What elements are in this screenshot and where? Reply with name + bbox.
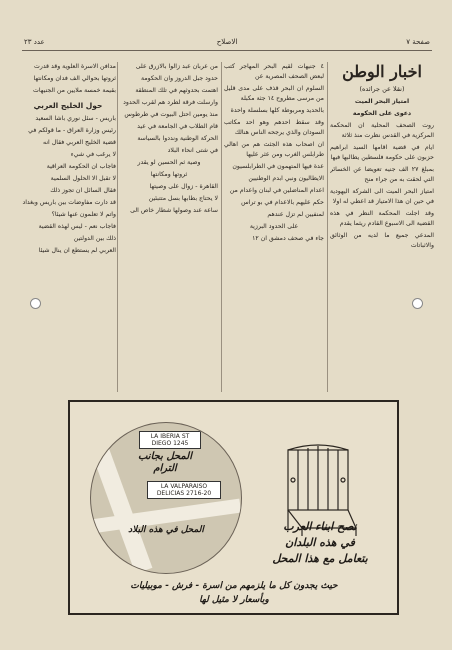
page-number: صفحة ٧ [406,38,430,46]
article-line: فقال السائل ان تجوز ذلك [50,187,116,194]
article-line: فاجاب نعم - ليس لهذه القضية [38,223,116,230]
article-line: ذلك بين الدولتين [73,235,116,242]
column-4 [20,62,116,392]
ad-footer: وبأسعار لا مثيل لها [199,595,269,605]
article-line: جاء في صحف دمشق ان ١٢ [252,235,324,242]
article-line: عدة فيها المتهمون في الطرابلسيون [232,163,324,170]
article-line: حكم عليهم بالاعدام في بو تراس [241,199,324,206]
article-body [330,97,434,251]
ad-headline: في هذه البلدان [285,536,355,549]
article-line: بالحديد ومربوطة كلها بسلسلة واحدة [230,107,324,114]
article-line: لا تقبل الا الحلول السلمية [50,175,116,182]
article-line: الحركة الوطنية ونددوا بالسياسة [137,135,218,142]
article-line: من عربان عبد زالوا بالازرق على [135,63,218,70]
ad-headline: نصح ابناء العرب [283,520,357,533]
article-line: فاجاب ان الحكومة العراقية [46,163,116,170]
circle-caption: المحل في هذه البلاد [128,525,204,535]
article-line: ٤ جنيهات لقيم البحر المهاجر كتب لبعض الصحف المصرية عن [224,63,324,80]
column-rule [221,62,222,392]
article-line: لمنفيين لم تزل عندهم [267,211,324,218]
section-title: اخبار الوطن [342,62,422,81]
article-line: وارسلت فرقة لطرد هم لقرب الحدود [123,99,218,106]
issue-number: عدد ٢٣ [24,38,45,46]
furniture-advertisement [68,400,399,615]
article-line: منذ يومين احتل البيوت في طرطوس [124,111,218,118]
article-line: العربي لم يستطع ان ينال شيئا [38,247,116,254]
street-sign: LA VALPARAISO DELICIAS 2716-20 [147,481,221,499]
article-line: قام الطلاب في الجامعة في عيد [137,123,218,130]
punch-hole [412,298,423,309]
article-line: دعوى على الحكومة [352,110,412,117]
column-rule [117,62,118,392]
article-line: ساعة عند وصولها شطار خاص الى [130,207,218,214]
article-line: باريس - سئل نوري باشا السعيد [35,115,116,122]
article-line: واتم لا تعلمون عنها شيئا؟ [51,211,116,218]
article-line: الايطاليون ونبي ابدم الوطنيين [248,175,324,182]
article-line: ثروتها ومكانتها [150,171,188,178]
punch-hole [30,298,41,309]
article-line: بقيمة خمسة ملايين من الجنيهات [33,87,116,94]
ad-footer: حيث يجدون كل ما يلزمهم من اسرة - فرش - موبيليات [130,581,338,591]
article-line: ان اصحاب هذه الجثث هم من اهالي طرابلس الغرب ومن عثر عليها [224,141,324,158]
street-sign: LA IBERIA ST DIEGO 1245 [139,431,201,449]
article-line: المدعي جميع ما لديه من الوثائق والاثباتات [330,232,434,249]
section-byline: (نقلا عن جرائده) [359,85,405,93]
article-line: السلوم ان البحر قذف على مدى قليل من مرسى مطروح ١٤ جثة مكبلة [224,85,324,102]
article-line: في شتى انحاء البلاد [167,147,218,154]
article-line: اهتمت بحدوثهم في تلك المنطقة [135,87,218,94]
article-line: ايام في قضية اقامها السيد ابراهيم حزبون على حكومة فلسطين يطالبها فيها [330,144,434,161]
circle-caption: الترام [153,463,177,474]
article-line: على الحدود البرزية [249,223,299,230]
circle-caption: المحل بجانب [137,451,192,462]
article-line: حدود جبل الدروز وان الحكومة [141,75,218,82]
page-header [22,36,432,51]
ad-headline: بتعامل مع هذا المحل [272,552,368,565]
newspaper-title: الاصلاح [216,38,238,46]
article-line: امتياز البحر الميت الى الشركة اليهودية في حين ان هذا الامتياز قد اعطي له اولا [330,188,434,205]
article-subhead: حول الخليج العربي [33,101,103,110]
article-line: روت الصحف المحلية ان المحكمة المركزية في القدس نظرت منذ ثلاثة [330,122,434,139]
article-line: بمبلغ ٢٧ الف جنيه تعويضا عن الخسائر التي لحقت به من جراء منح [330,166,434,183]
article-line: اعدام المناضلين في لبنان واعدام من [229,187,324,194]
article-line: لا يرغب في شيء [70,151,116,158]
article-line: امتياز البحر الميت [354,98,410,105]
location-map-circle [90,422,242,574]
article-line: وقد سقط احدهم وهو احد مكاتب السودان والذي يرجحه الناس هنالك [224,119,324,136]
article-line: مدافن الاسرة العلوية وقد قدرت [34,63,116,70]
column-3 [120,62,218,392]
article-line: وقد اجلت المحكمة النظر في هذه القضية الى الاسبوع القادم ريثما يقدم [330,210,434,227]
column-rule [327,62,328,392]
article-line: قضية الخليج العربي فقال انه [43,139,116,146]
article-line: ثروتها بحوالي الف فدان ومكانتها [33,75,116,82]
article-line: لا يحتاج بطابها بسل متتبئين [148,195,218,202]
article-line: القاهرة - زوال على وصيتها [149,183,218,190]
article-line: وصية ثم الحسين لو يقدر [137,159,201,166]
article-line: رئيس وزارة العراق - ما قولكم في [28,127,116,134]
column-2 [224,62,324,392]
article-line: قد دارت مفاوضات بين باريس وبغداد [22,199,116,206]
column-homeland-news [330,62,434,392]
